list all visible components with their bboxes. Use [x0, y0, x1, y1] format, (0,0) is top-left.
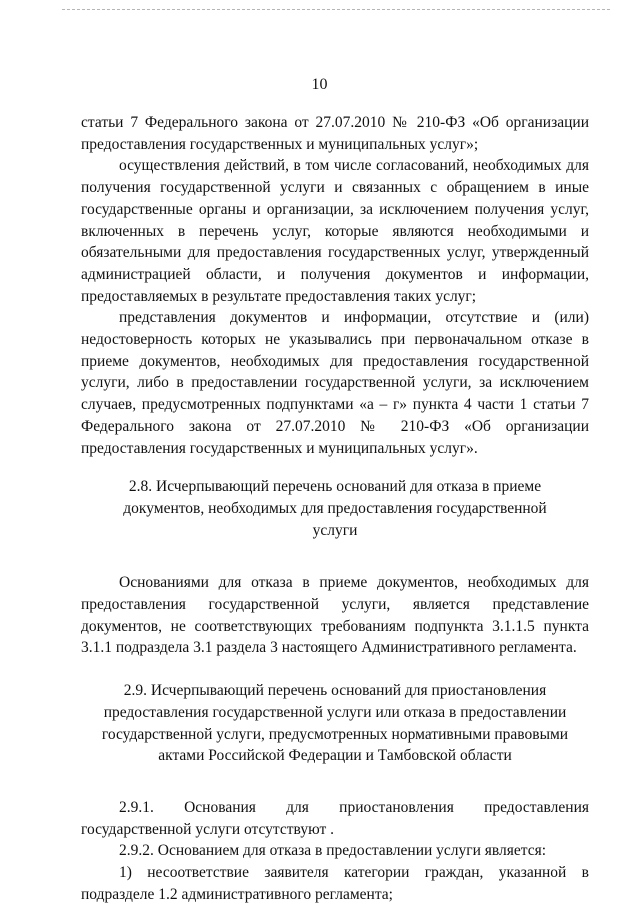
paragraph-2-9-1: 2.9.1. Основания для приостановления предоставления государственной услуги отсутствуют . — [81, 798, 589, 838]
paragraph-refusal-grounds: Основаниями для отказа в приеме документов, необходимых для предоставления государственной услуги, является представление документов, не соответствующих требованиям подпункта 3.1.1.5 пункта 3.1.1 подраздела 3.1 раздела 3 настоящего Административного регламента. — [81, 574, 589, 657]
paragraph-actions: осуществления действий, в том числе согласований, необходимых для получения государственной услуги и связанных с обращением в иные государственные органы и организации, за исключением получения услуг, включенных в перечень услуг, которые являются необходимыми и обязательными для предоставления государственных услуг, утвержденный администрацией области, и получения документов и информации, предоставляемых в результате предоставления таких услуг; — [81, 157, 589, 305]
scan-top-edge — [62, 9, 610, 10]
paragraph-documents: представления документов и информации, отсутствие и (или) недостоверность которых не указывались при первоначальном отказе в приеме документов, необходимых для предоставления государственной услуги, либо в предоставлении государственной услуги, за исключением случаев, предусмотренных подпунктами «а – г» пункта 4 части 1 статьи 7 Федерального закона от 27.07.2010 № 210-ФЗ «Об организации предоставления государственных и муниципальных услуг». — [81, 309, 589, 457]
paragraph-2-9-2: 2.9.2. Основанием для отказа в предоставлении услуги является: — [119, 842, 547, 860]
page-number: 10 — [311, 76, 328, 93]
section-heading-2-9: 2.9. Исчерпывающий перечень оснований для приостановления предоставления государственной услуги или отказа в предоставлении государственной услуги, предусмотренных нормативными правовыми актами Российской Федерации и Тамбовской области — [101, 682, 569, 765]
document-body — [81, 112, 589, 906]
paragraph-law-reference: статьи 7 Федерального закона от 27.07.2010 № 210-ФЗ «Об организации предоставления государственных и муниципальных услуг»; — [81, 114, 589, 153]
paragraph-item-1: 1) несоответствие заявителя категории граждан, указанной в подразделе 1.2 административного регламента; — [81, 864, 589, 903]
section-heading-2-8: 2.8. Исчерпывающий перечень оснований для отказа в приеме документов, необходимых для предоставления государственной услуги — [123, 478, 547, 539]
